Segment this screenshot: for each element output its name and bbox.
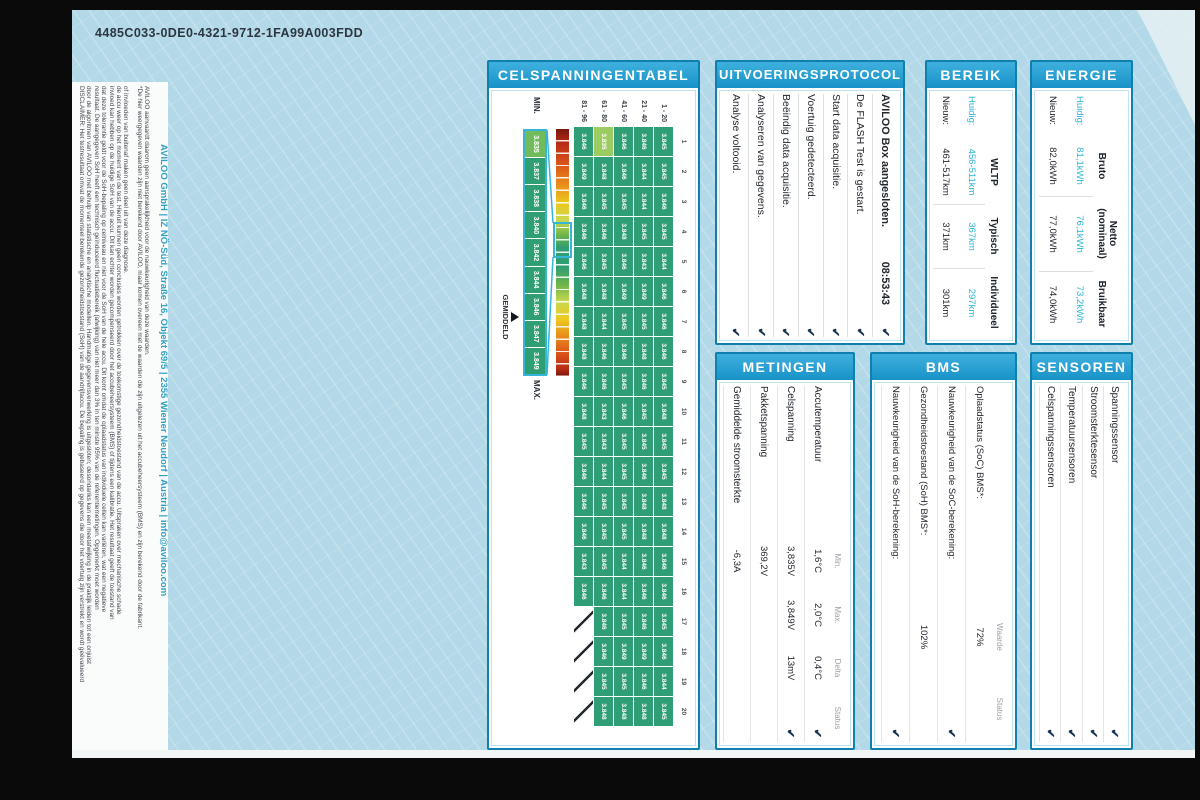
bms-label: Gezondheidstoestand (SoH) BMS*: bbox=[909, 386, 937, 598]
cell-voltage-value: 3.846 bbox=[574, 577, 593, 606]
scale-segment-value: 3.846 bbox=[525, 293, 545, 320]
panel-title-energy: ENERGIE bbox=[1032, 62, 1131, 88]
row-label: Huidig: bbox=[1074, 96, 1085, 126]
bms-corner bbox=[993, 386, 995, 598]
panel-cell-voltage-table bbox=[487, 60, 700, 750]
measurement-value: 3,849V bbox=[777, 588, 804, 642]
cell-voltage-value: 3.848 bbox=[654, 517, 673, 546]
cell-voltage-value: 3.846 bbox=[574, 457, 593, 486]
check-icon: ✔ bbox=[881, 676, 909, 742]
protocol-step bbox=[872, 94, 897, 337]
cell-voltage-value: 3.848 bbox=[614, 217, 633, 246]
cell-voltage-value: 3.846 bbox=[594, 637, 613, 666]
cell-voltage-grid bbox=[574, 94, 692, 742]
cell-group-label: 81 - 96 bbox=[580, 100, 587, 122]
cell-voltage-value: 3.843 bbox=[594, 397, 613, 426]
panel-execution-protocol bbox=[715, 60, 905, 345]
cell-voltage-value: 3.844 bbox=[634, 187, 653, 216]
panel-body-energy bbox=[1032, 88, 1131, 343]
cell-index: 4 bbox=[680, 229, 687, 234]
panel-body-protocol bbox=[717, 88, 903, 343]
cell-voltage-value: 3.846 bbox=[654, 277, 673, 306]
average-label: GEMIDDELD bbox=[501, 294, 510, 340]
cell-voltage-value: 3.846 bbox=[574, 247, 593, 276]
energy-table bbox=[1038, 94, 1125, 337]
sensor-label: Spanningssensor bbox=[1104, 386, 1126, 686]
cell-voltage-value: 3.848 bbox=[574, 277, 593, 306]
column-header: Delta bbox=[833, 658, 842, 678]
row-label: Nieuw: bbox=[940, 96, 952, 126]
footer-line-text: door de algoritmen van AVILOO met behulp van statistische en analytische modellen. Handmatige gegevensverwerking is uitgesloten; desondanks kan een meetafwijking in de praktijk leiden tot een onjuist bbox=[85, 86, 93, 664]
measurement-label: Gemiddelde stroomsterkte bbox=[723, 386, 750, 534]
check-icon: ✔ bbox=[878, 327, 891, 337]
measurement-value bbox=[723, 642, 750, 694]
cell-voltage-value: 3.848 bbox=[634, 337, 653, 366]
cell-voltage-value: 3.846 bbox=[614, 247, 633, 276]
check-icon bbox=[909, 676, 937, 742]
cell-voltage-value: 3.845 bbox=[614, 427, 633, 456]
row-label: Huidig: bbox=[966, 96, 978, 126]
check-icon: ✔ bbox=[853, 327, 866, 337]
cell-voltage-value: 3.846 bbox=[614, 397, 633, 426]
protocol-step-label: Voertuig gedetecteerd. bbox=[804, 94, 817, 200]
panel-title-measurements: METINGEN bbox=[717, 354, 853, 380]
sensors-table bbox=[1038, 386, 1125, 742]
cell-voltage-value: 3.848 bbox=[574, 337, 593, 366]
cell-voltage-value: 3.848 bbox=[634, 697, 653, 726]
protocol-step-label: De FLASH Test is gestart. bbox=[854, 94, 867, 215]
measurement-value: 2,0°C bbox=[804, 588, 831, 642]
check-icon: ✔ bbox=[804, 694, 831, 742]
empty-cell-slash-icon bbox=[574, 637, 593, 666]
bms-label: Nauwkeurigheid van de SoC-berekening: bbox=[937, 386, 965, 598]
scale-segment-value: 3.849 bbox=[525, 347, 545, 374]
cell-voltage-value: 3.848 bbox=[594, 697, 613, 726]
panel-title-cell-voltage: CELSPANNINGENTABEL bbox=[489, 62, 698, 88]
footer-line-text: DISCLAIMER: Het testresultaat omvat de momenteel berekende gezondheidstoestand (SoH) van de aandrijfaccu. De bepaling is gebaseerd op gegevens die door het voertuig zijn verstrekt en wordt geëvalueerd bbox=[78, 86, 85, 683]
voltage-scale-box bbox=[523, 129, 547, 376]
check-icon: ✔ bbox=[1082, 686, 1104, 742]
panel-range bbox=[925, 60, 1017, 345]
column-header: Max. bbox=[833, 606, 842, 624]
cell-voltage-value: 3.845 bbox=[594, 187, 613, 216]
footer-company-line bbox=[156, 86, 168, 741]
average-marker-icon bbox=[511, 312, 519, 322]
protocol-step-label: Analyse voltooid. bbox=[729, 94, 742, 174]
footer-line-text: invloed kan hebben op de huidige SoH van de accu. Dit kan echter worden gecompenseerd door het accubeheersysteem (BMS) of tijdens een kalibratie. Het resultaat geeft de toestand van bbox=[107, 86, 115, 620]
protocol-step-label: Start data acquisitie. bbox=[829, 94, 842, 190]
cell-voltage-value: 3.849 bbox=[634, 637, 653, 666]
cell-group-label: 61 - 80 bbox=[600, 100, 607, 122]
cell-index: 6 bbox=[680, 289, 687, 294]
gradient-zoom-rect bbox=[553, 222, 572, 258]
scale-segment-value: 3.835 bbox=[525, 131, 545, 157]
cell-index: 11 bbox=[680, 438, 687, 445]
value-cell: 367km bbox=[959, 204, 985, 268]
cell-voltage-value: 3.835 bbox=[594, 127, 613, 156]
cell-voltage-value: 3.846 bbox=[654, 307, 673, 336]
cell-voltage-value: 3.845 bbox=[654, 217, 673, 246]
cell-voltage-value: 3.849 bbox=[614, 277, 633, 306]
measurement-value: 3,835V bbox=[777, 534, 804, 588]
cell-voltage-value: 3.845 bbox=[614, 457, 633, 486]
cell-voltage-value: 3.848 bbox=[594, 157, 613, 186]
cell-index: 18 bbox=[680, 647, 687, 656]
empty-cell-slash-icon bbox=[574, 607, 593, 636]
measurement-value bbox=[723, 588, 750, 642]
cell-voltage-value: 3.846 bbox=[634, 667, 653, 696]
cell-index: 9 bbox=[680, 379, 687, 384]
cell-voltage-value: 3.845 bbox=[654, 607, 673, 636]
cell-voltage-value: 3.846 bbox=[614, 127, 633, 156]
cell-voltage-value: 3.845 bbox=[614, 307, 633, 336]
bms-table bbox=[878, 386, 1009, 742]
cell-voltage-value: 3.846 bbox=[594, 367, 613, 396]
cell-voltage-value: 3.845 bbox=[654, 127, 673, 156]
cell-voltage-value: 3.846 bbox=[614, 337, 633, 366]
scale-segment-value: 3.840 bbox=[525, 211, 545, 238]
protocol-step bbox=[847, 94, 872, 337]
cell-voltage-value: 3.845 bbox=[654, 367, 673, 396]
cell-voltage-value: 3.846 bbox=[634, 367, 653, 396]
value-cell: 82,0kWh bbox=[1047, 147, 1058, 185]
column-header: Status bbox=[833, 706, 842, 730]
protocol-step bbox=[823, 94, 848, 337]
check-icon: ✔ bbox=[1061, 686, 1083, 742]
cell-voltage-value: 3.845 bbox=[634, 307, 653, 336]
cell-voltage-value: 3.848 bbox=[574, 397, 593, 426]
cell-index: 15 bbox=[680, 557, 687, 566]
sensor-label: Celspanningssensoren bbox=[1039, 386, 1061, 686]
cell-voltage-scale-assembly bbox=[495, 94, 569, 406]
cell-voltage-value: 3.848 bbox=[574, 307, 593, 336]
cell-voltage-value: 3.845 bbox=[614, 367, 633, 396]
footer-disclaimer-line bbox=[84, 86, 91, 741]
cell-voltage-value: 3.845 bbox=[594, 487, 613, 516]
cell-index: 13 bbox=[680, 497, 687, 506]
cell-voltage-value: 3.844 bbox=[634, 157, 653, 186]
protocol-step bbox=[748, 94, 773, 337]
cell-voltage-value: 3.845 bbox=[614, 607, 633, 636]
measurement-value: 369,2V bbox=[750, 534, 777, 588]
footer-line-text: AVILOO GmbH | IZ NÖ-Süd, Straße 16, Objekt 69/5 | 2355 Wiener Neudorf | Austria | info@aviloo.com bbox=[157, 144, 169, 597]
range-table bbox=[933, 94, 1009, 337]
panel-body-cell-voltage bbox=[489, 88, 698, 748]
check-icon: ✔ bbox=[937, 676, 965, 742]
bms-value: 72% bbox=[965, 598, 993, 676]
protocol-step-label: Analyseren van gegevens. bbox=[755, 94, 768, 218]
cell-index: 2 bbox=[680, 169, 687, 174]
value-cell: 77,0kWh bbox=[1039, 196, 1066, 271]
cell-voltage-value: 3.848 bbox=[654, 487, 673, 516]
cell-index: 7 bbox=[680, 319, 687, 324]
check-icon: ✔ bbox=[777, 694, 804, 742]
cell-index: 8 bbox=[680, 349, 687, 354]
energy-corner bbox=[1093, 94, 1125, 136]
cell-voltage-value: 3.845 bbox=[634, 397, 653, 426]
cell-voltage-value: 3.846 bbox=[654, 637, 673, 666]
photo-corner-wedge bbox=[1125, 10, 1195, 125]
value-cell: 76,1kWh bbox=[1066, 196, 1093, 271]
cell-index: 19 bbox=[680, 677, 687, 686]
footer-line-text: de accu weer op het moment van de test. Hieruit kunnen geen conclusies worden getrokken over de toekomstige gezondheidstoestand van de accu. Uitspraken over mechanische schade bbox=[115, 86, 123, 615]
check-icon: ✔ bbox=[804, 327, 817, 337]
value-cell: 456-511km bbox=[966, 148, 978, 196]
footer-line-text: *De hier weergegeven waarden zijn niet berekend door AVILOO, maar komen overeen met de waarden die zijn uitgelezen uit het accubeheersysteem (BMS) en zijn berekend door de fabrikant. bbox=[135, 86, 143, 630]
cell-voltage-value: 3.844 bbox=[594, 457, 613, 486]
panel-body-measurements bbox=[717, 380, 853, 748]
cell-voltage-value: 3.846 bbox=[574, 367, 593, 396]
panel-body-range bbox=[927, 88, 1015, 343]
footer-line-text: AVILOO aanvaardt daarom geen aansprakelijkheid voor de nauwkeurigheid van deze waarden. bbox=[143, 86, 151, 356]
cell-voltage-value: 3.846 bbox=[654, 577, 673, 606]
cell-grid-corner bbox=[674, 94, 692, 126]
column-header: Individueel bbox=[988, 276, 999, 329]
scale-max-label: MAX. bbox=[532, 380, 541, 400]
cell-voltage-value: 3.846 bbox=[634, 127, 653, 156]
cell-voltage-value: 3.843 bbox=[574, 547, 593, 576]
check-icon: ✔ bbox=[1104, 686, 1126, 742]
cell-voltage-value: 3.845 bbox=[594, 667, 613, 696]
measurement-value bbox=[750, 588, 777, 642]
measurements-corner bbox=[831, 386, 833, 534]
cell-voltage-value: 3.843 bbox=[594, 427, 613, 456]
measurement-label: Celspanning bbox=[777, 386, 804, 534]
cell-index: 5 bbox=[680, 259, 687, 264]
measurement-value: 13mV bbox=[777, 642, 804, 694]
cell-voltage-value: 3.844 bbox=[614, 577, 633, 606]
cell-voltage-value: 3.844 bbox=[594, 307, 613, 336]
bms-label: Nauwkeurigheid van de SoH-berekening: bbox=[881, 386, 909, 598]
bms-value bbox=[937, 598, 965, 676]
cell-voltage-value: 3.846 bbox=[574, 217, 593, 246]
footer-disclaimer-line bbox=[107, 86, 114, 741]
cell-voltage-value: 3.845 bbox=[594, 247, 613, 276]
panel-body-sensors bbox=[1032, 380, 1131, 748]
protocol-step bbox=[723, 94, 748, 337]
cell-voltage-value: 3.844 bbox=[614, 547, 633, 576]
column-header: Bruto bbox=[1096, 152, 1107, 180]
cell-voltage-value: 3.849 bbox=[574, 157, 593, 186]
value-cell: 461-517km bbox=[940, 148, 952, 196]
cell-voltage-value: 3.845 bbox=[654, 427, 673, 456]
cell-voltage-value: 3.845 bbox=[654, 457, 673, 486]
sensor-label: Stroomsterktesensor bbox=[1082, 386, 1104, 686]
cell-voltage-value: 3.845 bbox=[654, 157, 673, 186]
measurement-value: 1,6°C bbox=[804, 534, 831, 588]
protocol-step-label: Beëindig data acquisitie. bbox=[779, 94, 792, 208]
cell-index: 1 bbox=[680, 139, 687, 144]
cell-voltage-value: 3.846 bbox=[594, 337, 613, 366]
footer-disclaimer-line bbox=[99, 86, 106, 741]
cell-index: 20 bbox=[680, 707, 687, 716]
column-header: Status bbox=[995, 697, 1004, 721]
cell-voltage-value: 3.846 bbox=[634, 547, 653, 576]
value-cell: 74,0kWh bbox=[1039, 271, 1066, 337]
cell-voltage-value: 3.848 bbox=[634, 517, 653, 546]
bms-value: 102% bbox=[909, 598, 937, 676]
measurement-value bbox=[750, 642, 777, 694]
cell-voltage-value: 3.848 bbox=[654, 397, 673, 426]
cell-index: 3 bbox=[680, 199, 687, 204]
footer-line-text: resultaat. De aangegeven SoH heeft een technisch geïnduceerd fluctuatiebereik (afwijking) van niet meer dan 3% in ten minste 95% van de referentiemetingen. Opgemerkt moet worden bbox=[92, 86, 100, 610]
cell-voltage-value: 3.846 bbox=[634, 457, 653, 486]
empty-cell-slash-icon bbox=[574, 697, 593, 726]
cell-group-label: 21 - 40 bbox=[640, 100, 647, 122]
panel-title-protocol: UITVOERINGSPROTOCOL bbox=[717, 62, 903, 88]
cell-voltage-value: 3.846 bbox=[574, 517, 593, 546]
measurement-label: Pakketspanning bbox=[750, 386, 777, 534]
bms-label: Oplaadstatus (SoC) BMS*: bbox=[965, 386, 993, 598]
certificate-photo bbox=[72, 10, 1195, 758]
cell-group-label: 41 - 60 bbox=[620, 100, 627, 122]
panel-title-bms: BMS bbox=[872, 354, 1015, 380]
value-cell: 81,1kWh bbox=[1074, 147, 1085, 185]
protocol-step bbox=[798, 94, 823, 337]
scale-segment-value: 3.842 bbox=[525, 238, 545, 265]
cell-voltage-value: 3.846 bbox=[634, 607, 653, 636]
measurement-label: Accutemperatuur bbox=[804, 386, 831, 534]
cell-voltage-value: 3.846 bbox=[654, 187, 673, 216]
scale-segment-value: 3.837 bbox=[525, 157, 545, 184]
panel-sensors bbox=[1030, 352, 1133, 750]
scale-min-label: MIN. bbox=[532, 97, 541, 114]
cell-voltage-value: 3.849 bbox=[614, 637, 633, 666]
row-label: Nieuw: bbox=[1047, 96, 1058, 126]
cell-voltage-value: 3.845 bbox=[614, 187, 633, 216]
cell-voltage-value: 3.846 bbox=[634, 577, 653, 606]
cell-voltage-value: 3.845 bbox=[634, 217, 653, 246]
column-header: Netto (nominaal) bbox=[1096, 208, 1118, 259]
column-header: WLTP bbox=[988, 158, 999, 186]
column-header: Min. bbox=[833, 553, 842, 569]
cell-index: 16 bbox=[680, 587, 687, 596]
check-icon bbox=[750, 694, 777, 742]
check-icon: ✔ bbox=[829, 327, 842, 337]
cell-voltage-value: 3.846 bbox=[614, 157, 633, 186]
check-icon: ✔ bbox=[1039, 686, 1061, 742]
range-corner bbox=[985, 94, 1009, 140]
column-header: Bruikbaar bbox=[1096, 280, 1107, 328]
cell-index: 12 bbox=[680, 467, 687, 476]
check-icon: ✔ bbox=[779, 327, 792, 337]
panel-title-range: BEREIK bbox=[927, 62, 1015, 88]
protocol-step-time: 08:53:43 bbox=[879, 261, 892, 305]
cell-voltage-value: 3.845 bbox=[634, 427, 653, 456]
page-bottom-edge bbox=[72, 750, 1195, 758]
footer-disclaimer-line bbox=[142, 86, 149, 741]
value-cell: 301km bbox=[933, 268, 959, 337]
sensor-label: Temperatuursensoren bbox=[1061, 386, 1083, 686]
scale-segment-value: 3.844 bbox=[525, 266, 545, 293]
cell-voltage-value: 3.848 bbox=[594, 277, 613, 306]
measurement-value: -6,3A bbox=[723, 534, 750, 588]
check-icon: ✔ bbox=[729, 327, 742, 337]
cell-voltage-value: 3.845 bbox=[574, 427, 593, 456]
scale-segment-value: 3.847 bbox=[525, 320, 545, 347]
cell-index: 17 bbox=[680, 617, 687, 626]
measurements-table bbox=[723, 386, 847, 742]
cell-voltage-value: 3.846 bbox=[594, 607, 613, 636]
cell-voltage-value: 3.845 bbox=[614, 517, 633, 546]
document-id: 4485C033-0DE0-4321-9712-1FA99A003FDD bbox=[95, 26, 364, 40]
cell-index: 10 bbox=[680, 407, 687, 416]
check-icon bbox=[965, 676, 993, 742]
cell-voltage-value: 3.846 bbox=[594, 217, 613, 246]
cell-voltage-value: 3.843 bbox=[634, 247, 653, 276]
panel-measurements bbox=[715, 352, 855, 750]
column-header: Waarde bbox=[995, 623, 1004, 651]
bms-value bbox=[881, 598, 909, 676]
protocol-step-label: AVILOO Box aangesloten. bbox=[879, 94, 892, 227]
cell-voltage-value: 3.846 bbox=[654, 547, 673, 576]
footer-line-text: of invloeden van buitenaf maken geen deel uit van deze diagnose. bbox=[122, 86, 130, 274]
cell-voltage-value: 3.846 bbox=[594, 577, 613, 606]
cell-voltage-value: 3.848 bbox=[614, 697, 633, 726]
panel-body-bms bbox=[872, 380, 1015, 748]
cell-voltage-value: 3.845 bbox=[614, 487, 633, 516]
value-cell: 73,2kWh bbox=[1066, 271, 1093, 337]
value-cell: 371km bbox=[933, 204, 959, 268]
check-icon bbox=[723, 694, 750, 742]
check-icon: ✔ bbox=[754, 327, 767, 337]
cell-voltage-value: 3.844 bbox=[654, 667, 673, 696]
empty-cell-slash-icon bbox=[574, 667, 593, 696]
cell-voltage-value: 3.845 bbox=[614, 667, 633, 696]
cell-voltage-value: 3.846 bbox=[574, 187, 593, 216]
footer-disclaimer-line bbox=[121, 86, 128, 741]
scale-segment-value: 3.838 bbox=[525, 184, 545, 211]
cell-voltage-value: 3.846 bbox=[574, 487, 593, 516]
cell-voltage-value: 3.849 bbox=[634, 277, 653, 306]
cell-voltage-value: 3.844 bbox=[654, 247, 673, 276]
cell-voltage-value: 3.846 bbox=[654, 337, 673, 366]
cell-voltage-value: 3.845 bbox=[654, 697, 673, 726]
cell-voltage-value: 3.845 bbox=[594, 517, 613, 546]
cell-voltage-value: 3.845 bbox=[594, 547, 613, 576]
panel-energy bbox=[1030, 60, 1133, 345]
value-cell: 297km bbox=[959, 268, 985, 337]
panel-bms bbox=[870, 352, 1017, 750]
cell-index: 14 bbox=[680, 527, 687, 536]
protocol-steps bbox=[723, 94, 897, 337]
cell-voltage-value: 3.846 bbox=[574, 127, 593, 156]
cell-voltage-value: 3.848 bbox=[634, 487, 653, 516]
footer-line-text: dat deze tolerantie geldt voor de SoH-bepaling op celniveau en niet voor de SoH van de hele accu. Dit komt omdat de oplaadstatus van individuele cellen kan variëren, wat een negatieve bbox=[100, 86, 108, 613]
cell-group-label: 1 - 20 bbox=[660, 104, 667, 122]
column-header: Typisch bbox=[988, 217, 999, 255]
footer-strip bbox=[72, 82, 168, 752]
panel-title-sensors: SENSOREN bbox=[1032, 354, 1131, 380]
measurement-value: 0,4°C bbox=[804, 642, 831, 694]
protocol-step bbox=[773, 94, 798, 337]
